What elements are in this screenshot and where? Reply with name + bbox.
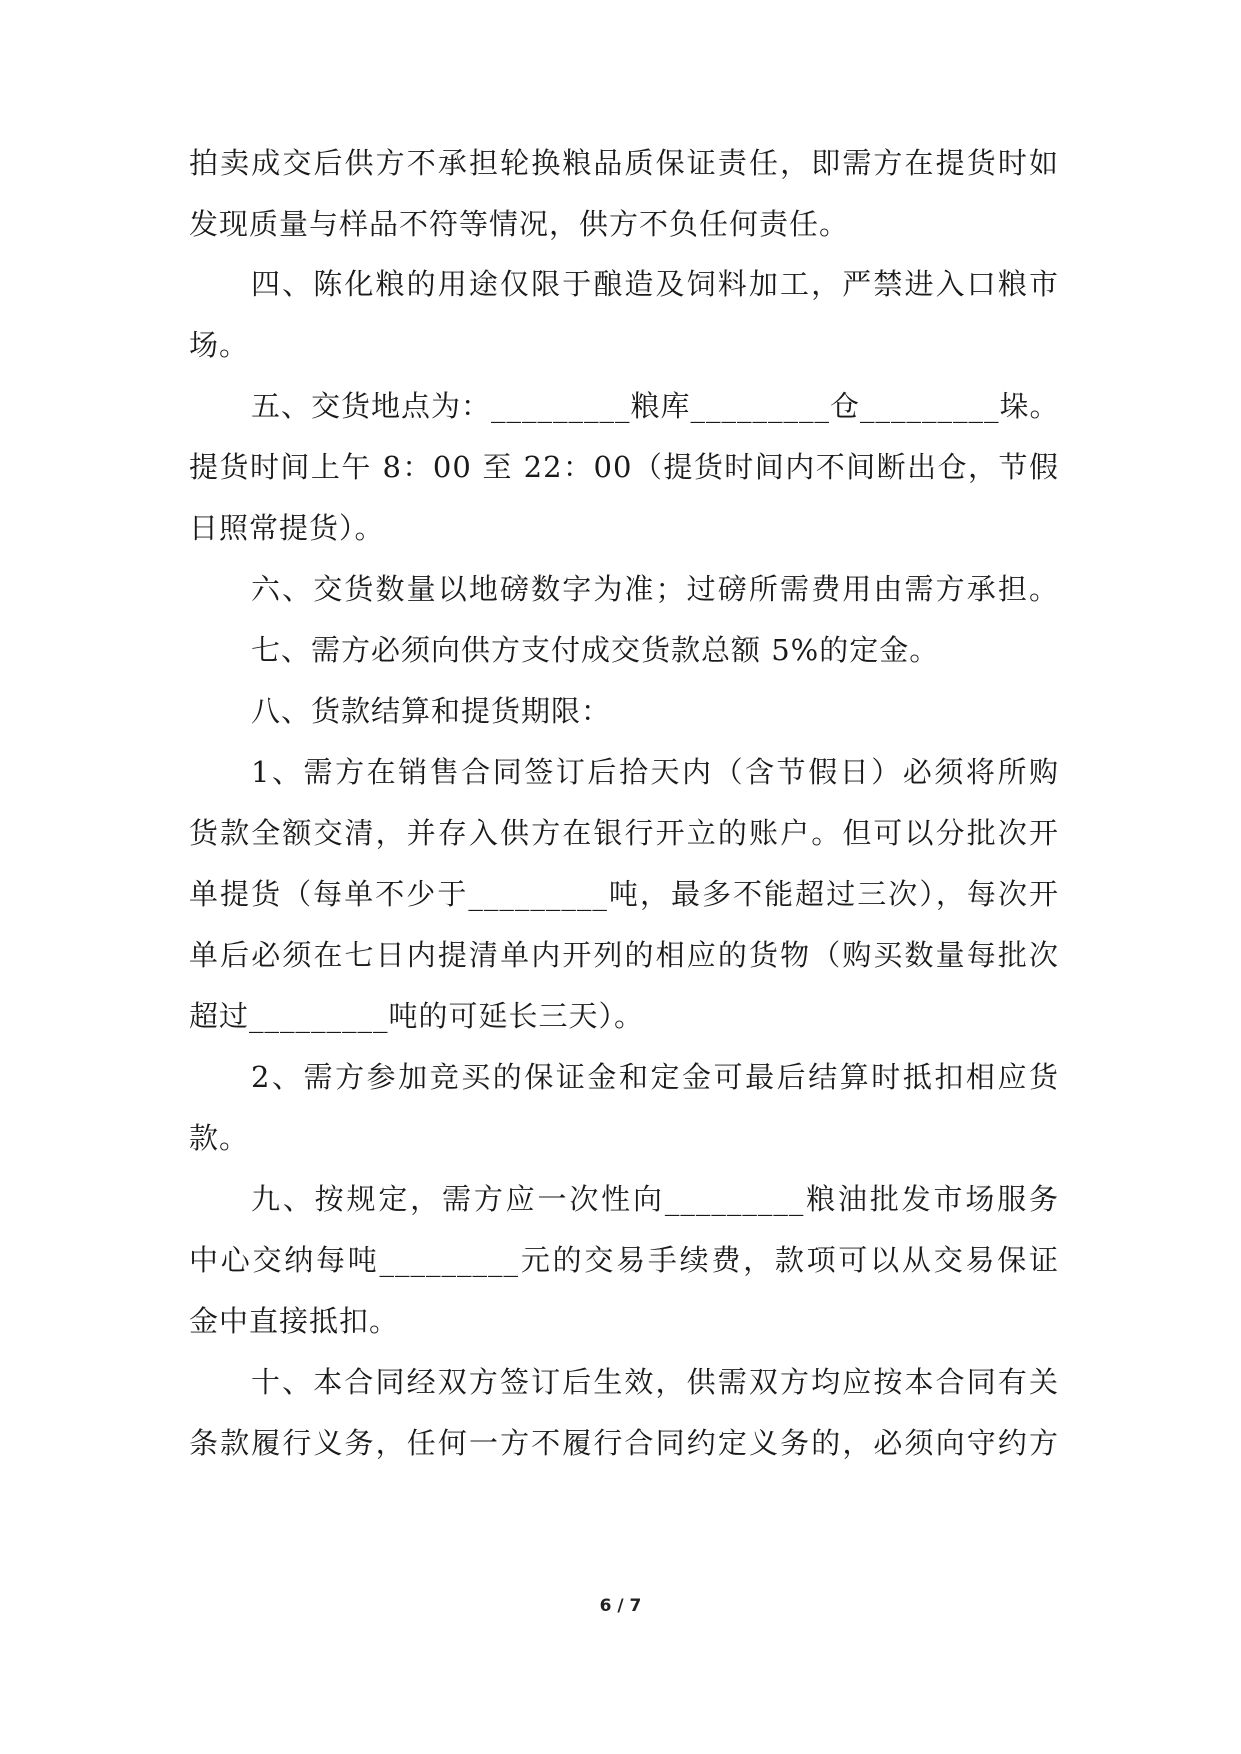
clause-5-line: 五、交货地点为：_________粮库_________仓_________垛。 — [251, 389, 1060, 423]
clause-4-line: 四、陈化粮的用途仅限于酿造及饲料加工，严禁进入口粮市 — [251, 267, 1059, 301]
clause-10-line: 十、本合同经双方签订后生效，供需双方均应按本合同有关 — [251, 1365, 1059, 1399]
clause-6-line: 六、交货数量以地磅数字为准；过磅所需费用由需方承担。 — [251, 572, 1059, 606]
text-line: 单后必须在七日内提清单内开列的相应的货物（购买数量每批次 — [189, 938, 1059, 972]
text-line: 条款履行义务，任何一方不履行合同约定义务的，必须向守约方 — [189, 1426, 1059, 1460]
clause-7-line: 七、需方必须向供方支付成交货款总额 5%的定金。 — [251, 633, 940, 667]
text-line: 中心交纳每吨_________元的交易手续费，款项可以从交易保证 — [189, 1243, 1059, 1277]
text-line: 货款全额交清，并存入供方在银行开立的账户。但可以分批次开 — [189, 816, 1059, 850]
text-line: 单提货（每单不少于_________吨，最多不能超过三次），每次开 — [189, 877, 1059, 911]
text-line: 款。 — [189, 1121, 250, 1155]
text-line: 场。 — [189, 328, 250, 362]
page-number: 6 / 7 — [599, 1596, 642, 1616]
text-line: 拍卖成交后供方不承担轮换粮品质保证责任，即需方在提货时如 — [189, 146, 1059, 180]
text-line: 发现质量与样品不符等情况，供方不负任何责任。 — [189, 207, 850, 241]
text-line: 提货时间上午 8：00 至 22：00（提货时间内不间断出仓，节假 — [189, 450, 1059, 484]
clause-9-line: 九、按规定，需方应一次性向_________粮油批发市场服务 — [251, 1182, 1059, 1216]
clause-8-2-line: 2、需方参加竞买的保证金和定金可最后结算时抵扣相应货 — [251, 1060, 1059, 1094]
text-line: 超过_________吨的可延长三天）。 — [189, 999, 645, 1033]
clause-8-1-line: 1、需方在销售合同签订后拾天内（含节假日）必须将所购 — [251, 755, 1059, 789]
clause-8-line: 八、货款结算和提货期限： — [251, 694, 612, 728]
text-line: 日照常提货）。 — [189, 511, 385, 545]
text-line: 金中直接抵扣。 — [189, 1304, 400, 1338]
